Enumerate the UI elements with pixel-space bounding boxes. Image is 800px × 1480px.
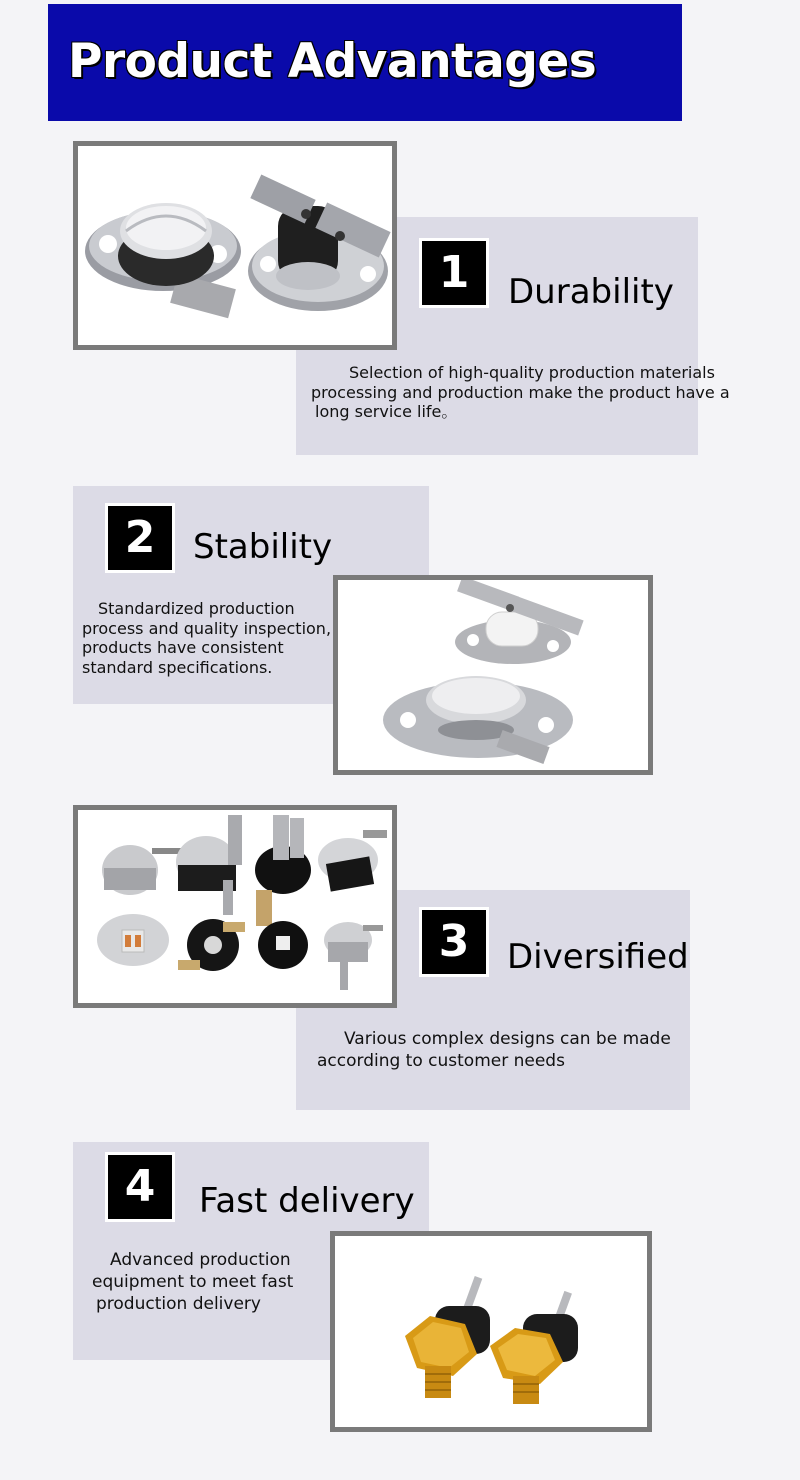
section-4-title: Fast delivery	[199, 1181, 415, 1221]
section-3-title: Diversified	[507, 937, 689, 977]
two-silver-bimetal-thermostats-icon	[338, 580, 648, 770]
section-4-photo	[330, 1231, 652, 1432]
page-title: Product Advantages	[68, 34, 597, 89]
header-banner	[48, 4, 682, 121]
section-1-description-line: processing and production make the product have a	[311, 382, 730, 402]
section-1-description-line: Selection of high-quality production materials	[349, 363, 715, 382]
section-4-description-line: equipment to meet fast	[92, 1272, 294, 1292]
section-2-description-line: standard specifications.	[82, 657, 273, 677]
section-1-description-line: long service life。	[315, 402, 458, 421]
section-1-number-badge: 1	[419, 238, 489, 308]
section-4-description-line: Advanced production	[110, 1250, 291, 1270]
eight-thermostat-variants-icon	[78, 810, 392, 1003]
section-2-description-line: process and quality inspection,	[82, 618, 332, 638]
section-3-description-line: Various complex designs can be made	[344, 1029, 671, 1049]
section-2-photo	[333, 575, 653, 775]
section-3-number-badge: 3	[419, 907, 489, 977]
section-2-title: Stability	[193, 527, 333, 567]
section-3-description	[317, 1028, 671, 1072]
section-4-number-badge: 4	[105, 1152, 175, 1222]
section-1-photo	[73, 141, 397, 350]
section-2-description-line: Standardized production	[98, 599, 295, 618]
silver-and-black-thermostat-pair-icon	[78, 146, 392, 345]
section-4-description	[92, 1249, 293, 1315]
section-2-number-badge: 2	[105, 503, 175, 573]
section-1-description	[311, 363, 730, 422]
section-2-description-line: products have consistent	[82, 638, 284, 657]
section-4-description-line: production delivery	[96, 1294, 261, 1314]
section-3-description-line: according to customer needs	[317, 1051, 565, 1071]
section-3-photo	[73, 805, 397, 1008]
section-2-description	[82, 599, 331, 677]
section-1-title: Durability	[508, 272, 674, 312]
two-brass-threaded-thermostats-icon	[335, 1236, 647, 1427]
